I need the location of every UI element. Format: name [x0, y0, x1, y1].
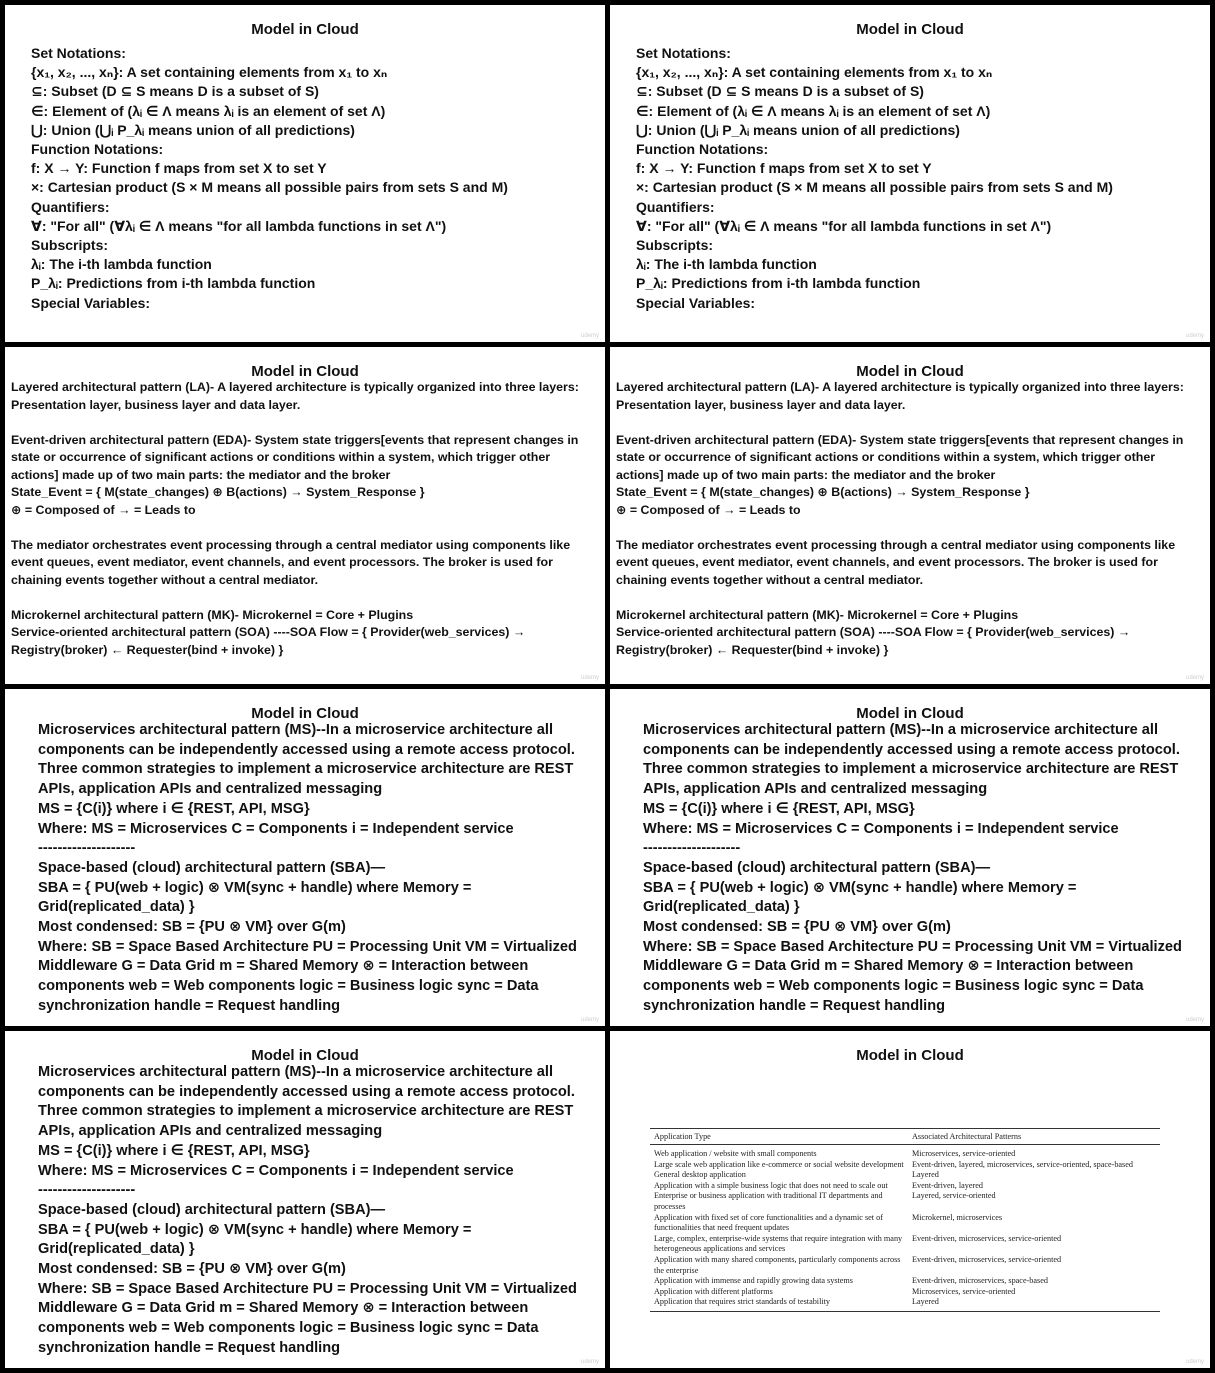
text-line: Set Notations:	[636, 45, 731, 61]
text-line: ⋃: Union (⋃ᵢ P_λᵢ means union of all predictions)	[31, 121, 355, 138]
patterns-cell: Microservices, service-oriented	[912, 1149, 1016, 1158]
text-line: λᵢ: The i-th lambda function	[636, 256, 817, 273]
text-line: Three common strategies to implement a microservice architecture are REST	[38, 1103, 574, 1120]
table-row	[650, 1181, 1160, 1192]
architecture-table	[650, 1128, 1160, 1312]
text-line: Middleware G = Data Grid m = Shared Memory ⊗ = Interaction between	[643, 958, 1134, 975]
text-line: P_λᵢ: Predictions from i-th lambda function	[636, 275, 921, 292]
table-row	[650, 1191, 1160, 1212]
text-line: Grid(replicated_data) }	[38, 899, 195, 916]
text-line: MS = {C(i)} where i ∈ {REST, API, MSG}	[38, 800, 310, 817]
text-line	[11, 414, 579, 432]
text-line: The mediator orchestrates event processing through a central mediator using components like	[11, 537, 571, 552]
text-line: actions] made up of two main parts: the mediator and the broker	[11, 467, 391, 482]
table-row	[650, 1276, 1160, 1287]
text-line	[11, 589, 579, 607]
text-line: {x₁, x₂, ..., xₙ}: A set containing elements from x₁ to xₙ	[31, 64, 388, 81]
text-line: APIs, application APIs and centralized messaging	[38, 1123, 383, 1140]
text-line: SBA = { PU(web + logic) ⊗ VM(sync + handle) where Memory =	[643, 879, 1077, 896]
table-row	[650, 1297, 1160, 1311]
table-row	[650, 1213, 1160, 1234]
text-line: MS = {C(i)} where i ∈ {REST, API, MSG}	[38, 1142, 310, 1159]
slide-title: Model in Cloud	[856, 21, 964, 38]
patterns-cell: Layered, service-oriented	[912, 1191, 996, 1201]
table-row	[650, 1160, 1160, 1171]
table-row	[650, 1234, 1160, 1255]
text-line: State_Event = { M(state_changes) ⊕ B(actions) → System_Response }	[11, 485, 425, 499]
text-line: SBA = { PU(web + logic) ⊗ VM(sync + handle) where Memory =	[38, 1221, 472, 1238]
text-line: Where: SB = Space Based Architecture PU = Processing Unit VM = Virtualized	[38, 1280, 577, 1297]
text-line: Subscripts:	[31, 237, 109, 254]
text-line: Three common strategies to implement a microservice architecture are REST	[643, 761, 1179, 778]
slide-microservices-right	[610, 689, 1210, 1026]
text-line: --------------------	[38, 840, 136, 857]
watermark: udemy	[580, 675, 599, 681]
watermark: udemy	[1185, 333, 1204, 339]
text-line: Special Variables:	[31, 294, 151, 311]
watermark: udemy	[580, 333, 599, 339]
text-line: Service-oriented architectural pattern (SOA) ----SOA Flow = { Provider(web_services) →	[616, 625, 1131, 639]
text-line: components web = Web components logic = Business logic sync = Data	[38, 978, 539, 995]
text-line: ∈: Element of (λᵢ ∈ Λ means λᵢ is an element of set Λ)	[31, 102, 386, 119]
text-line: Space-based (cloud) architectural pattern (SBA)—	[643, 859, 991, 876]
table-row	[650, 1255, 1160, 1276]
slide-title: Model in Cloud	[251, 21, 359, 38]
text-line: ×: Cartesian product (S × M means all possible pairs from sets S and M)	[31, 179, 508, 196]
table-row	[650, 1170, 1160, 1181]
text-line: components web = Web components logic = Business logic sync = Data	[38, 1320, 539, 1337]
text-line: Grid(replicated_data) }	[643, 899, 800, 916]
text-line: synchronization handle = Request handling	[38, 997, 341, 1014]
text-line: Subscripts:	[636, 237, 714, 254]
slide-body	[616, 379, 1184, 659]
text-line: Function Notations:	[636, 141, 769, 158]
patterns-cell: Layered	[912, 1170, 939, 1180]
application-type-cell: Large, complex, enterprise-wide systems that require integration with many heterogeneous applications and services	[654, 1233, 903, 1254]
slide-notations-right	[610, 5, 1210, 342]
text-line: components can be independently accessed using a remote access protocol.	[643, 741, 1180, 758]
slide-body	[31, 44, 508, 313]
watermark: udemy	[580, 1359, 599, 1365]
application-type-cell: General desktop application	[654, 1170, 746, 1180]
text-line: State_Event = { M(state_changes) ⊕ B(actions) → System_Response }	[616, 485, 1030, 499]
watermark: udemy	[1185, 675, 1204, 681]
text-line: Three common strategies to implement a microservice architecture are REST	[38, 761, 574, 778]
watermark: udemy	[1185, 1017, 1204, 1023]
slide-patterns-left	[5, 347, 605, 684]
text-line: event queues, event mediator, event channels, and event processors. The broker is used for	[616, 555, 1158, 569]
slide-title: Model in Cloud	[251, 1047, 359, 1064]
patterns-cell: Microkernel, microservices	[912, 1212, 1003, 1222]
slide-notations-left	[5, 5, 605, 342]
text-line: Quantifiers:	[636, 198, 715, 215]
watermark: udemy	[580, 1017, 599, 1023]
slide-microservices-left	[5, 689, 605, 1026]
text-line: chaining events together without a central mediator.	[11, 572, 319, 587]
application-type-cell: Enterprise or business application with traditional IT departments and processes	[654, 1191, 883, 1211]
text-line: Microkernel architectural pattern (MK)- Microkernel = Core + Plugins	[616, 607, 1019, 622]
text-line: Special Variables:	[636, 294, 756, 311]
text-line: ×: Cartesian product (S × M means all possible pairs from sets S and M)	[636, 179, 1113, 196]
text-line	[616, 589, 1184, 607]
application-type-cell: Web application / website with small components	[654, 1149, 817, 1158]
text-line: SBA = { PU(web + logic) ⊗ VM(sync + handle) where Memory =	[38, 879, 472, 896]
text-line: Registry(broker) ← Requester(bind + invoke) }	[616, 642, 889, 657]
patterns-cell: Event-driven, microservices, service-oriented	[912, 1254, 1062, 1264]
text-line: The mediator orchestrates event processing through a central mediator using components like	[616, 537, 1176, 552]
text-line: ⊆: Subset (D ⊆ S means D is a subset of S)	[636, 83, 924, 100]
text-line: Layered architectural pattern (LA)- A layered architecture is typically organized into three layers:	[616, 380, 1184, 394]
text-line: P_λᵢ: Predictions from i-th lambda function	[31, 275, 316, 292]
text-line: components web = Web components logic = Business logic sync = Data	[643, 978, 1144, 995]
text-line: MS = {C(i)} where i ∈ {REST, API, MSG}	[643, 800, 915, 817]
text-line: synchronization handle = Request handling	[38, 1339, 341, 1356]
text-line: Layered architectural pattern (LA)- A layered architecture is typically organized into three layers:	[11, 380, 579, 394]
text-line: ⊕ = Composed of → = Leads to	[616, 502, 801, 517]
text-line: ⊆: Subset (D ⊆ S means D is a subset of S)	[31, 83, 319, 100]
text-line: Presentation layer, business layer and data layer.	[11, 397, 301, 412]
text-line: Space-based (cloud) architectural pattern (SBA)—	[38, 1201, 386, 1218]
text-line: Middleware G = Data Grid m = Shared Memory ⊗ = Interaction between	[38, 1300, 529, 1317]
patterns-cell: Event-driven, layered, microservices, service-oriented, space-based	[912, 1159, 1133, 1169]
slide-app-table	[610, 1031, 1210, 1368]
text-line: λᵢ: The i-th lambda function	[31, 256, 212, 273]
slide-microservices-bottom	[5, 1031, 605, 1368]
application-type-cell: Application that requires strict standards of testability	[650, 1297, 908, 1311]
patterns-cell: Event-driven, microservices, service-oriented	[912, 1233, 1062, 1243]
text-line: Microservices architectural pattern (MS)--In a microservice architecture all	[38, 722, 554, 738]
text-line: Set Notations:	[31, 45, 126, 61]
slide-patterns-right	[610, 347, 1210, 684]
text-line: APIs, application APIs and centralized messaging	[643, 781, 988, 798]
text-line: Microservices architectural pattern (MS)--In a microservice architecture all	[643, 722, 1159, 738]
text-line: Most condensed: SB = {PU ⊗ VM} over G(m)	[38, 919, 346, 936]
text-line: Most condensed: SB = {PU ⊗ VM} over G(m)	[643, 919, 951, 936]
text-line: Registry(broker) ← Requester(bind + invoke) }	[11, 642, 284, 657]
patterns-cell: Microservices, service-oriented	[912, 1286, 1016, 1296]
text-line: Most condensed: SB = {PU ⊗ VM} over G(m)	[38, 1261, 346, 1278]
text-line: Quantifiers:	[31, 198, 110, 215]
text-line: state or occurrence of significant actions or conditions within a system, which trigger other	[11, 450, 551, 464]
text-line: Where: MS = Microservices C = Components i = Independent service	[643, 820, 1119, 837]
text-line: APIs, application APIs and centralized messaging	[38, 781, 383, 798]
text-line: ∈: Element of (λᵢ ∈ Λ means λᵢ is an element of set Λ)	[636, 102, 991, 119]
text-line: --------------------	[38, 1182, 136, 1199]
watermark: udemy	[1185, 1359, 1204, 1365]
text-line: Where: SB = Space Based Architecture PU = Processing Unit VM = Virtualized	[643, 938, 1182, 955]
text-line: {x₁, x₂, ..., xₙ}: A set containing elements from x₁ to xₙ	[636, 64, 993, 81]
text-line: --------------------	[643, 840, 741, 857]
patterns-cell: Event-driven, microservices, space-based	[912, 1276, 1048, 1286]
slide-body	[38, 721, 577, 1017]
application-type-cell: Application with different platforms	[654, 1286, 773, 1296]
text-line: components can be independently accessed using a remote access protocol.	[38, 1083, 575, 1100]
text-line: Microkernel architectural pattern (MK)- Microkernel = Core + Plugins	[11, 607, 414, 622]
text-line: Service-oriented architectural pattern (SOA) ----SOA Flow = { Provider(web_services) →	[11, 625, 526, 639]
text-line: actions] made up of two main parts: the mediator and the broker	[616, 467, 996, 482]
slide-body	[643, 721, 1182, 1017]
text-line: Microservices architectural pattern (MS)--In a microservice architecture all	[38, 1064, 554, 1080]
application-type-cell: Application with immense and rapidly growing data systems	[654, 1276, 853, 1286]
text-line: ⊕ = Composed of → = Leads to	[11, 502, 196, 517]
patterns-cell: Layered	[908, 1297, 1160, 1311]
slide-title: Model in Cloud	[251, 363, 359, 380]
text-line: f: X → Y: Function f maps from set X to set Y	[31, 160, 327, 177]
slide-body	[11, 379, 579, 659]
slide-title: Model in Cloud	[251, 705, 359, 722]
text-line: Space-based (cloud) architectural pattern (SBA)—	[38, 859, 386, 876]
text-line: ∀: "For all" (∀λᵢ ∈ Λ means "for all lambda functions in set Λ")	[636, 217, 1052, 234]
text-line: Function Notations:	[31, 141, 164, 158]
text-line	[11, 519, 579, 537]
text-line: Event-driven architectural pattern (EDA)- System state triggers[events that represent changes in	[11, 432, 579, 447]
slide-body	[38, 1063, 577, 1359]
text-line: components can be independently accessed using a remote access protocol.	[38, 741, 575, 758]
table-header: Application Type	[650, 1129, 908, 1145]
text-line: event queues, event mediator, event channels, and event processors. The broker is used for	[11, 555, 553, 569]
text-line: Where: MS = Microservices C = Components i = Independent service	[38, 1162, 514, 1179]
slide-title: Model in Cloud	[856, 1047, 964, 1064]
text-line: state or occurrence of significant actions or conditions within a system, which trigger other	[616, 450, 1156, 464]
application-type-cell: Application with a simple business logic that does not need to scale out	[654, 1180, 888, 1190]
patterns-cell: Event-driven, layered	[912, 1180, 983, 1190]
text-line: Presentation layer, business layer and data layer.	[616, 397, 906, 412]
text-line: ∀: "For all" (∀λᵢ ∈ Λ means "for all lambda functions in set Λ")	[31, 217, 447, 234]
slide-body	[636, 44, 1113, 313]
text-line: ⋃: Union (⋃ᵢ P_λᵢ means union of all predictions)	[636, 121, 960, 138]
text-line: Where: SB = Space Based Architecture PU = Processing Unit VM = Virtualized	[38, 938, 577, 955]
table-row	[650, 1287, 1160, 1298]
application-type-cell: Application with fixed set of core functionalities and a dynamic set of functionalities that need frequent updates	[654, 1212, 883, 1233]
text-line: Event-driven architectural pattern (EDA)- System state triggers[events that represent changes in	[616, 432, 1184, 447]
slide-title: Model in Cloud	[856, 363, 964, 380]
text-line: f: X → Y: Function f maps from set X to set Y	[636, 160, 932, 177]
text-line	[616, 414, 1184, 432]
text-line: chaining events together without a central mediator.	[616, 572, 924, 587]
text-line: synchronization handle = Request handling	[643, 997, 946, 1014]
table-body	[650, 1145, 1160, 1312]
application-type-cell: Large scale web application like e-commerce or social website development	[654, 1159, 904, 1169]
text-line: Middleware G = Data Grid m = Shared Memory ⊗ = Interaction between	[38, 958, 529, 975]
application-type-cell: Application with many shared components, particularly components across the enterprise	[654, 1254, 901, 1275]
table-row	[650, 1145, 1160, 1160]
text-line	[616, 519, 1184, 537]
text-line: Where: MS = Microservices C = Components i = Independent service	[38, 820, 514, 837]
text-line: Grid(replicated_data) }	[38, 1241, 195, 1258]
table-header: Associated Architectural Patterns	[908, 1129, 1160, 1145]
slide-title: Model in Cloud	[856, 705, 964, 722]
